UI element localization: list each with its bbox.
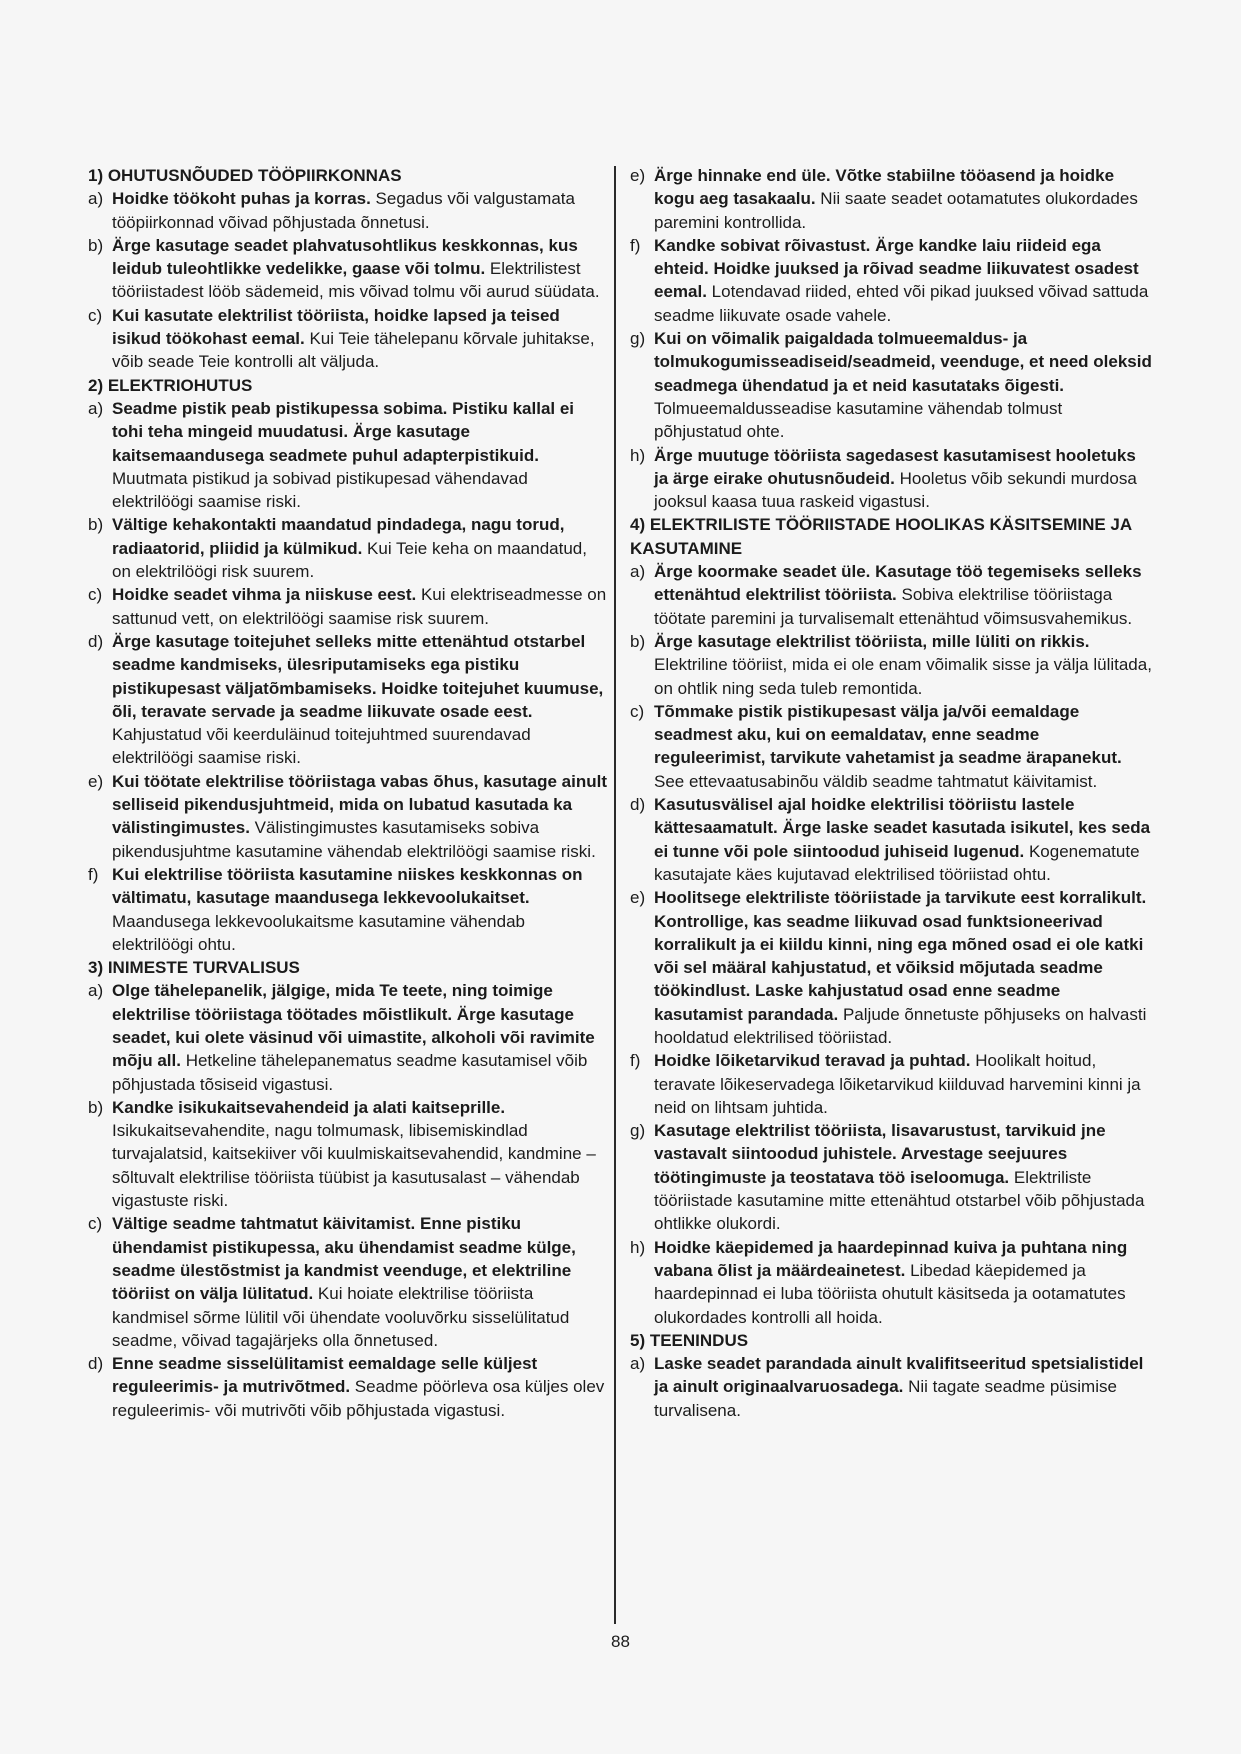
item-bold-text: Kui elektrilise tööriista kasutamine niiskes keskkonnas on vältimatu, kasutage maandusega lekkevoolukaitset. bbox=[112, 864, 583, 908]
item-bold-text: Laske seadet parandada ainult kvalifitseeritud spetsialistidel ja ainult originaalvaruosadega. bbox=[654, 1354, 1144, 1397]
item-bold-text: Olge tähelepanelik, jälgige, mida Te teete, ning toimige elektrilise tööriistaga töötades mõistlikult. Ärge kasutage seadet, kui olete väsinud või uimastite, alkoholi või ravimite mõju all. bbox=[112, 981, 595, 1071]
safety-item bbox=[88, 630, 608, 770]
item-bold-text: Kasutusvälisel ajal hoidke elektrilisi tööriistu lastele kättesaamatult. Ärge laske seadet kasutada isikutel, kes seda ei tunne või pole siintoodud juhiseid lugenud. bbox=[654, 795, 1151, 861]
item-label: b) bbox=[88, 1097, 104, 1117]
item-text: Kogenematute kasutajate käes kujutavad elektrilised tööriistad ohtu. bbox=[654, 841, 1140, 884]
item-bold-text: Hoidke käepidemed ja haardepinnad kuiva ja puhtana ning vabana õlist ja määrdeainetest. bbox=[654, 1237, 1128, 1280]
item-text: See ettevaatusabinõu väldib seadme tahtmatut käivitamist. bbox=[654, 771, 1098, 791]
item-text: Libedad käepidemed ja haardepinnad ei luba tööriista ohutult käsitseda ja ootamatutes olukordades kontrolli all hoida. bbox=[654, 1260, 1126, 1327]
item-text: Segadus või valgustamata tööpiirkonnad võivad põhjustada õnnetusi. bbox=[112, 189, 575, 232]
section-heading: 4) ELEKTRILISTE TÖÖRIISTADE HOOLIKAS KÄSITSEMINE JA KASUTAMINE bbox=[630, 515, 1132, 558]
safety-item bbox=[630, 560, 1152, 630]
page-number: 88 bbox=[611, 1632, 630, 1651]
item-text: Muutmata pistikud ja sobivad pistikupesad vähendavad elektrilöögi saamise riski. bbox=[112, 468, 528, 512]
item-text: Kui Teie tähelepanu kõrvale juhitakse, võib seade Teie kontrolli alt väljuda. bbox=[112, 329, 595, 372]
safety-item bbox=[88, 304, 608, 374]
item-text: Kahjustatud või keerduläinud toitejuhtmed suurendavad elektrilöögi saamise riski. bbox=[112, 725, 531, 768]
safety-item bbox=[630, 1049, 1152, 1119]
item-bold-text: Enne seadme sisselülitamist eemaldage selle küljest reguleerimis- ja mutrivõtmed. bbox=[112, 1354, 538, 1397]
item-label: c) bbox=[88, 1214, 103, 1234]
item-label: h) bbox=[630, 445, 646, 465]
item-bold-text: Ärge hinnake end üle. Võtke stabiilne tööasend ja hoidke kogu aeg tasakaalu. bbox=[654, 166, 1115, 209]
item-bold-text: Vältige seadme tahtmatut käivitamist. Enne pistiku ühendamist pistikupessa, aku ühendamist seadme külge, seadme ülestõstmist ja kandmist veenduge, et elektriline tööriist on välja lülitatud. bbox=[112, 1214, 576, 1304]
item-label: f) bbox=[630, 235, 641, 255]
safety-item bbox=[88, 1096, 608, 1212]
item-text: Kui Teie keha on maandatud, on elektrilöögi risk suurem. bbox=[112, 538, 587, 582]
right-column bbox=[630, 164, 1152, 1422]
item-label: c) bbox=[630, 701, 645, 721]
left-column bbox=[88, 164, 608, 1422]
item-label: f) bbox=[630, 1051, 641, 1071]
item-label: a) bbox=[630, 1354, 646, 1374]
safety-item bbox=[630, 1352, 1152, 1422]
item-text: Hoolikalt hoitud, teravate lõikeservadega lõiketarvikud kiilduvad harvemini kinni ja neid on lihtsam juhtida. bbox=[654, 1051, 1141, 1117]
item-label: c) bbox=[88, 585, 103, 605]
item-bold-text: Kandke isikukaitsevahendeid ja alati kaitseprille. bbox=[112, 1097, 506, 1117]
safety-item bbox=[88, 1352, 608, 1422]
safety-item bbox=[88, 1212, 608, 1352]
safety-item bbox=[630, 630, 1152, 700]
item-label: e) bbox=[630, 888, 646, 908]
item-text: Elektriline tööriist, mida ei ole enam võimalik sisse ja välja lülitada, on ohtlik ning seda tuleb remontida. bbox=[654, 655, 1152, 698]
item-bold-text: Kandke sobivat rõivastust. Ärge kandke laiu riideid ega ehteid. Hoidke juuksed ja rõivad seadme liikuvatest osadest eemal. bbox=[654, 235, 1139, 302]
item-text: Maandusega lekkevoolukaitsme kasutamine vähendab elektrilöögi ohtu. bbox=[112, 911, 525, 954]
item-text: Kui hoiate elektrilise tööriista kandmisel sõrme lülitil või ühendate vooluvõrku sisselülitatud seadme, võivad tagajärjeks olla õnnetused. bbox=[112, 1284, 570, 1350]
item-label: a) bbox=[88, 398, 104, 418]
item-bold-text: Tõmmake pistik pistikupesast välja ja/või eemaldage seadmest aku, kui on eemaldatav, enne seadme reguleerimist, tarvikute vahetamist ja seadme ärapanekut. bbox=[654, 701, 1122, 768]
section-heading: 1) OHUTUSNÕUDED TÖÖPIIRKONNAS bbox=[88, 166, 402, 185]
safety-item bbox=[88, 187, 608, 234]
item-bold-text: Kasutage elektrilist tööriista, lisavarustust, tarvikuid jne vastavalt siintoodud juhistele. Arvestage seejuures töötingimuste ja teostatava töö iseloomuga. bbox=[654, 1121, 1106, 1187]
item-bold-text: Hoidke seadet vihma ja niiskuse eest. bbox=[112, 585, 417, 605]
item-bold-text: Ärge koormake seadet üle. Kasutage töö tegemiseks selleks ettenähtud elektrilist tööriista. bbox=[654, 562, 1142, 605]
section-heading: 5) TEENINDUS bbox=[630, 1330, 749, 1350]
safety-item bbox=[88, 770, 608, 863]
item-bold-text: Kui on võimalik paigaldada tolmueemaldus- ja tolmukogumisseadiseid/seadmeid, veenduge, et need oleksid seadmega ühendatud ja et neid kasutataks õigesti. bbox=[654, 329, 1152, 395]
safety-item bbox=[88, 979, 608, 1095]
item-label: e) bbox=[630, 166, 646, 185]
safety-item bbox=[88, 234, 608, 304]
safety-item bbox=[630, 793, 1152, 886]
item-text: Välistingimustes kasutamiseks sobiva pikendusjuhtme kasutamine vähendab elektrilöögi saamise riski. bbox=[112, 818, 596, 861]
item-bold-text: Vältige kehakontakti maandatud pindadega, nagu torud, radiaatorid, pliidid ja külmikud. bbox=[112, 515, 565, 558]
item-label: d) bbox=[630, 795, 646, 815]
item-text: Elektrilistest tööriistadest lööb sädemeid, mis võivad tolmu või aurud süüdata. bbox=[112, 259, 600, 302]
column-divider bbox=[614, 166, 616, 1624]
item-label: a) bbox=[88, 189, 104, 209]
safety-item bbox=[630, 700, 1152, 793]
safety-item bbox=[630, 1119, 1152, 1235]
item-label: a) bbox=[630, 562, 646, 582]
safety-item bbox=[88, 513, 608, 583]
item-text: Paljude õnnetuste põhjuseks on halvasti hooldatud elektrilised tööriistad. bbox=[654, 1004, 1147, 1047]
item-text: Tolmueemaldusseadise kasutamine vähendab tolmust põhjustatud ohte. bbox=[654, 398, 1063, 442]
section-heading: 2) ELEKTRIOHUTUS bbox=[88, 375, 253, 395]
item-text: Hooletus võib sekundi murdosa jooksul kaasa tuua raskeid vigastusi. bbox=[654, 468, 1137, 512]
safety-item bbox=[630, 886, 1152, 1049]
safety-item bbox=[630, 327, 1152, 443]
item-text: Hetkeline tähelepanematus seadme kasutamisel võib põhjustada tõsiseid vigastusi. bbox=[112, 1051, 588, 1094]
item-label: f) bbox=[88, 864, 99, 884]
item-text: Seadme pöörleva osa küljes olev reguleerimis- või mutrivõti võib põhjustada vigastusi. bbox=[112, 1377, 605, 1420]
item-bold-text: Hoidke lõiketarvikud teravad ja puhtad. bbox=[654, 1051, 971, 1071]
item-label: e) bbox=[88, 771, 104, 791]
item-text: Elektriliste tööriistade kasutamine mitte ettenähtud otstarbel võib põhjustada ohtlikke olukordi. bbox=[654, 1167, 1145, 1234]
item-text: Isikukaitsevahendite, nagu tolmumask, libisemiskindlad turvajalatsid, kaitsekiiver või kuulmiskaitsevahendid, kandmine – sõltuvalt elektrilise tööriista tüübist ja kasutusalast – vähendab vigastuste riski. bbox=[112, 1121, 596, 1211]
item-text: Nii tagate seadme püsimise turvalisena. bbox=[654, 1377, 1117, 1420]
item-label: d) bbox=[88, 631, 104, 651]
item-bold-text: Ärge kasutage seadet plahvatusohtlikus keskkonnas, kus leidub tuleohtlikke vedelikke, gaase või tolmu. bbox=[112, 235, 578, 279]
item-label: b) bbox=[88, 515, 104, 535]
section-heading: 3) INIMESTE TURVALISUS bbox=[88, 958, 300, 978]
item-bold-text: Hoidke töökoht puhas ja korras. bbox=[112, 189, 371, 209]
item-bold-text: Ärge kasutage elektrilist tööriista, mille lüliti on rikkis. bbox=[654, 631, 1090, 651]
item-bold-text: Seadme pistik peab pistikupessa sobima. Pistiku kallal ei tohi teha mingeid muudatusi. Ärge kasutage kaitsemaandusega seadmete puhul adapterpistikuid. bbox=[112, 398, 575, 465]
item-label: a) bbox=[88, 981, 104, 1001]
item-text: Lotendavad riided, ehted või pikad juuksed võivad sattuda seadme liikuvate osade vahele. bbox=[654, 282, 1149, 325]
item-label: d) bbox=[88, 1354, 104, 1374]
safety-item bbox=[630, 1236, 1152, 1329]
item-bold-text: Kui töötate elektrilise tööriistaga vabas õhus, kasutage ainult selliseid pikendusjuhtmeid, mida on lubatud kasutada ka välistingimustes. bbox=[112, 771, 608, 838]
item-label: h) bbox=[630, 1237, 646, 1257]
safety-item bbox=[630, 234, 1152, 327]
item-label: c) bbox=[88, 305, 103, 325]
safety-item bbox=[88, 397, 608, 513]
safety-item bbox=[630, 444, 1152, 514]
item-label: g) bbox=[630, 1121, 646, 1141]
safety-item bbox=[630, 164, 1152, 234]
item-text: Kui elektriseadmesse on sattunud vett, on elektrilöögi saamise risk suurem. bbox=[112, 585, 607, 628]
safety-item bbox=[88, 583, 608, 630]
item-text: Nii saate seadet ootamatutes olukordades paremini kontrollida. bbox=[654, 189, 1138, 232]
item-label: b) bbox=[88, 235, 104, 255]
item-label: b) bbox=[630, 631, 646, 651]
item-bold-text: Hoolitsege elektriliste tööriistade ja tarvikute eest korralikult. Kontrollige, kas seadme liikuvad osad funktsioneerivad korralikult ja ei kiildu kinni, ning ega mõned osad ei ole katki või sel määral kahjustatud, et võiksid mõjutada seadme töökindlust. Laske kahjustatud osad enne seadme kasutamist parandada. bbox=[654, 888, 1147, 1024]
item-text: Sobiva elektrilise tööriistaga töötate paremini ja turvalisemalt ettenähtud võimsusvahemikus. bbox=[654, 585, 1133, 628]
item-bold-text: Ärge muutuge tööriista sagedasest kasutamisest hooletuks ja ärge eirake ohutusnõudeid. bbox=[654, 445, 1136, 488]
item-label: g) bbox=[630, 329, 646, 349]
safety-item bbox=[88, 863, 608, 956]
item-bold-text: Kui kasutate elektrilist tööriista, hoidke lapsed ja teised isikud töökohast eemal. bbox=[112, 305, 560, 349]
item-bold-text: Ärge kasutage toitejuhet selleks mitte ettenähtud otstarbel seadme kandmiseks, ülesriputamiseks ega pistiku pistikupesast väljatõmbamiseks. Hoidke toitejuhet kuumuse, õli, teravate servade ja seadme liikuvate osade eest. bbox=[112, 631, 604, 721]
